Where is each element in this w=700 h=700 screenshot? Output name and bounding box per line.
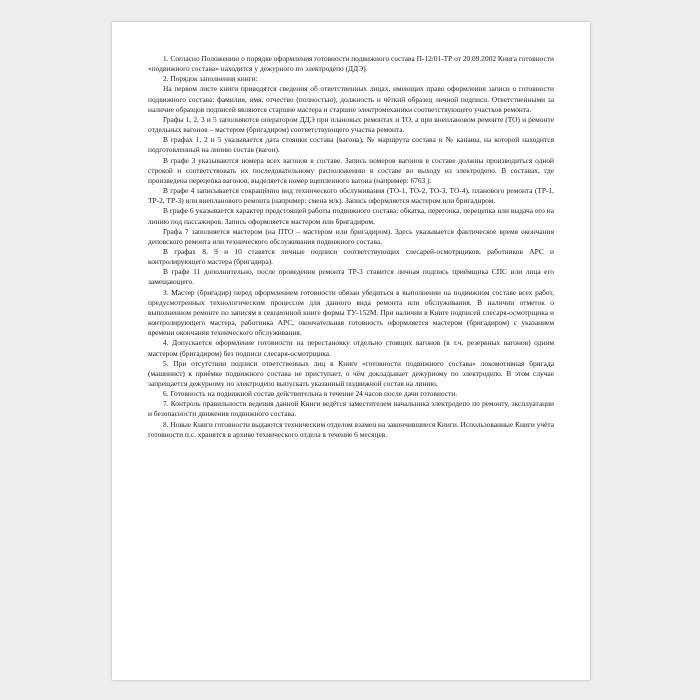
- document-paragraph: 6. Готовность на подвижной состав действительна в течение 24 часов после дачи готовности.: [163, 389, 458, 399]
- document-text-body: [148, 54, 554, 440]
- document-paragraph: 5. При отсутствии подписи ответственных лиц в Книге «готовности подвижного состава» локомотивная бригада (машинист) к приёмке подвижного состава не приступает, о чём докладывает дежурному по электродепо. В этом случае запрещается дежурному по электродепо выпускать указанный подвижной состав на линию.: [148, 358, 554, 388]
- document-paragraph: 7. Контроль правильности ведения данной Книги ведётся заместителем начальника электродепо по ремонту, эксплуатации и безопасности движения подвижного состава.: [148, 399, 554, 419]
- document-paragraph: В графе 11 дополнительно, после проведения ремонта ТР-3 ставится личная подпись приёмщика СПС или лица его замещающего.: [148, 267, 554, 287]
- document-paragraph: 1. Согласно Положению о порядке оформления готовности подвижного состава П-12/01-ТР от 20.09.2002 Книга готовности «подвижного состава» находится у дежурного по электродепо (ДДЭ).: [148, 54, 554, 74]
- document-paragraph: Графы 1, 2, 3 и 5 заполняются оператором ДДЭ при плановых ремонтах и ТО, а при внеплановом ремонте (ТО) и ремонте отдельных вагонов – мастером (бригадиром) соответствующего участка ремонта.: [148, 114, 554, 135]
- document-page: [112, 22, 590, 680]
- document-paragraph: 4. Допускается оформление готовности на перестановку отдельно стоящих вагонов (в т.ч. резервных вагонов) одним мастером (бригадиром) без подписи слесаря-осмотрщика.: [148, 338, 554, 358]
- document-paragraph: 2. Порядок заполнения книги:: [163, 74, 258, 84]
- document-paragraph: На первом листе книги приводятся сведения об ответственных лицах, имеющих право оформления записи о готовности подвижного состава: фамилия, имя, отчество (полностью), должность и чёткий образец личной подписи. Ответственными за наличие образцов подписей являются старшие мастера и старшие электромеханики соответствующего участков ремонта.: [148, 84, 554, 114]
- document-paragraph: 3. Мастер (бригадир) перед оформлением готовности обязан убедиться в выполнении на подвижном составе всех работ, предусмотренных технологическим процессом для данного вида ремонта или обслуживания. В наличии отметок о выполненном ремонте по записям в секционной книге формы ТУ-152М. При наличии в Книге подписей слесаря-осмотрщика и контролирующего мастера, работника АРС, окончательная готовность оформляется мастером (бригадиром) с указанием времени окончания технического обслуживания.: [148, 287, 554, 338]
- document-paragraph: В графах 1, 2 и 5 указывается дата стоянки состава (вагона), № маршрута состава и № канавы, на которой находится подготовленный на линию состав (вагон).: [148, 135, 554, 155]
- document-paragraph: В графе 3 указываются номера всех вагонов в составе. Запись номеров вагонов в составе должны производиться одной строкой и соответствовать их последовательному расположению в составе во выходу из электродепо. В составах, где произведена перецепка вагонов, выделяется номер вцепленного вагона (например: 6763 ).: [148, 155, 554, 185]
- document-paragraph: В графе 6 указывается характер предстоящей работы подвижного состава: обкатка, перегонка, перецепка или выдача его на линию под пассажиров. Запись оформляется мастером или бригадиром.: [148, 206, 554, 226]
- document-paragraph: Графа 7 заполняется мастером (на ПТО – мастером или бригадиром). Здесь указывается фактическое время окончания деповского ремонта или технического обслуживания подвижного состава.: [148, 226, 554, 246]
- document-paragraph: В графах 8, 9 и 10 ставятся личные подписи соответствующих слесарей-осмотрщиков, работников АРС и контролирующего мастера (бригадира).: [148, 246, 554, 267]
- document-paragraph: 8. Новые Книги готовности выдаются техническим отделом взамен на закончившиеся Книги. Использованные Книги учёта готовности п.с. хранятся в архиве технического отдела в течение 6 месяцев.: [148, 419, 554, 439]
- document-paragraph: В графе 4 записывается сокращённо вид технического обслуживания (ТО-1, ТО-2, ТО-3, ТО-4), планового ремонта (ТР-1, ТР-2, ТР-3) или внепланового ремонта (например: смена м/к). Запись оформляется мастером или бригадиром.: [148, 186, 554, 206]
